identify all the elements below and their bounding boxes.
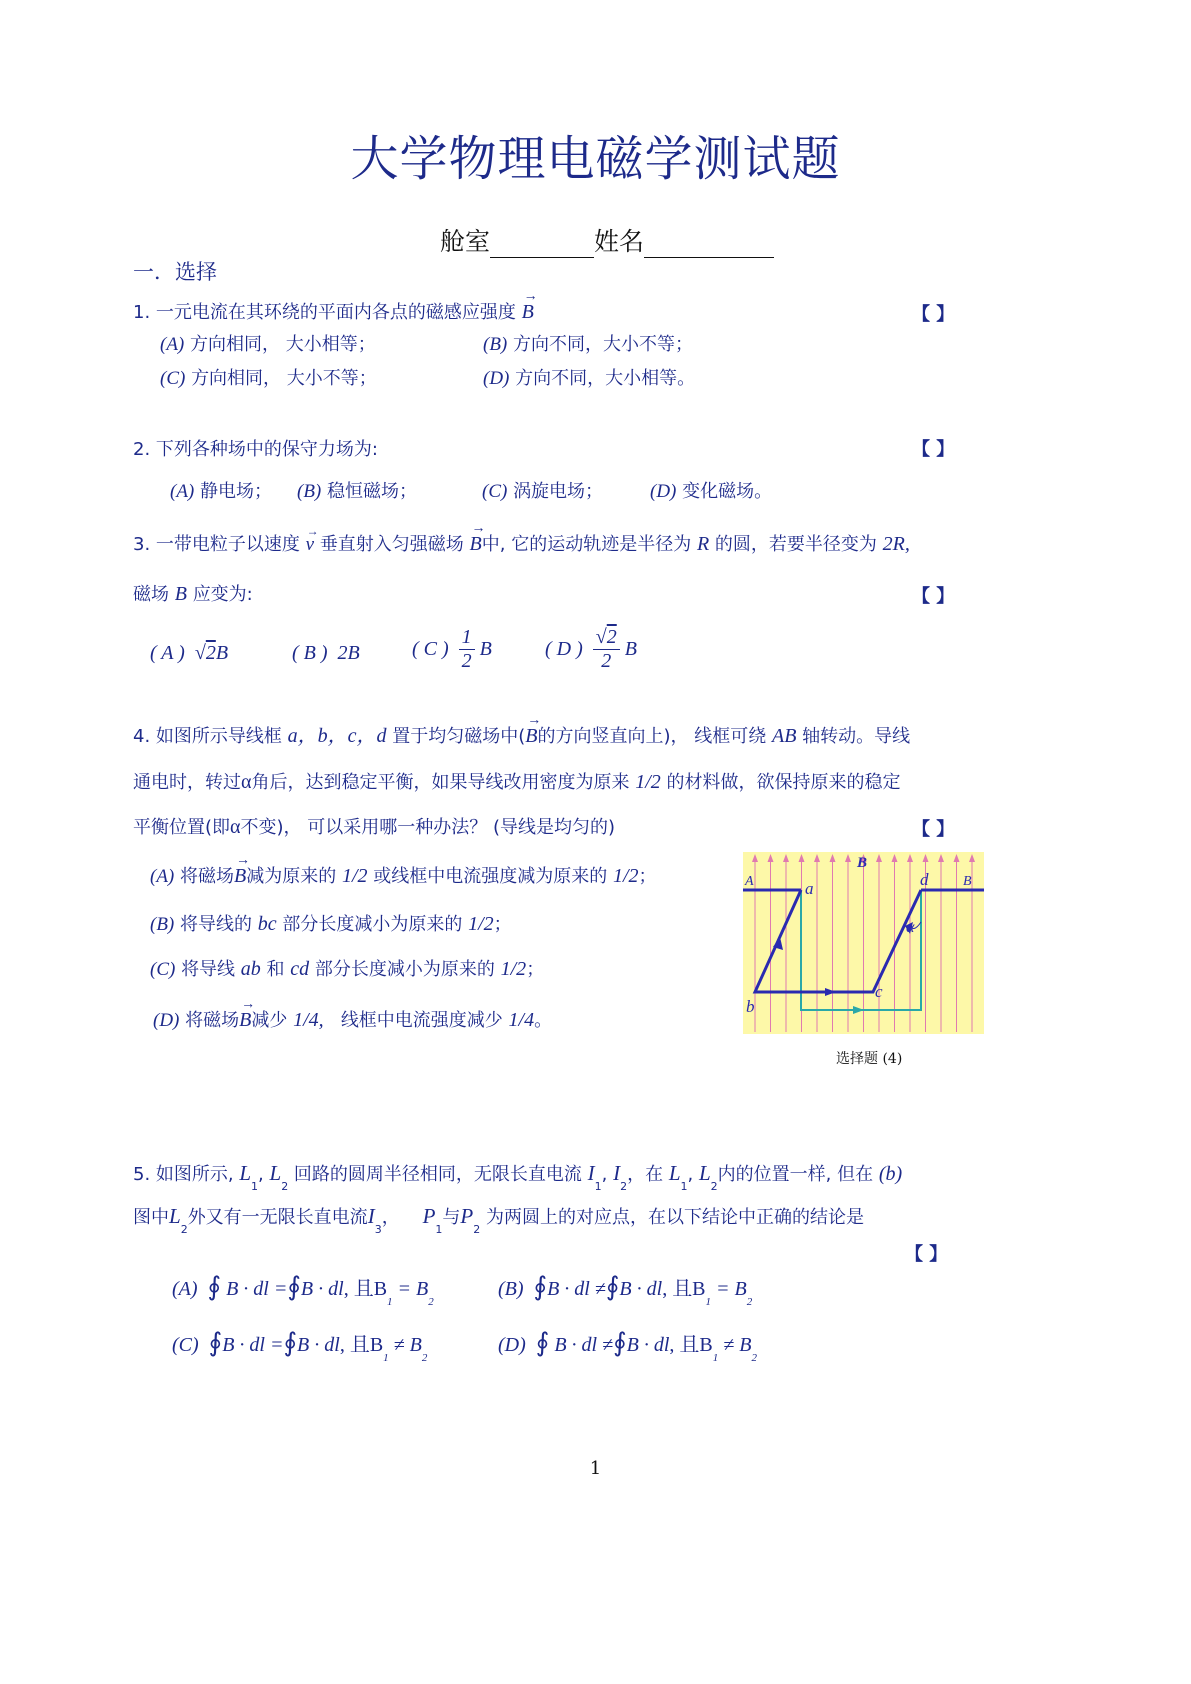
q1-option-b[interactable]: (B) 方向不同，大小不等； <box>483 334 693 355</box>
q3-stem-line2: 磁场 B 应变为: <box>133 583 253 605</box>
q2-answer-bracket[interactable]: 【 】 <box>912 439 955 460</box>
q1-option-d[interactable]: (D) 方向不同，大小相等。 <box>483 368 696 389</box>
q4-option-c[interactable]: (C) 将导线 ab 和 cd 部分长度减小为原来的 1/2； <box>150 958 545 980</box>
q2-option-c[interactable]: (C) 涡旋电场； <box>482 481 604 502</box>
q3-option-b[interactable]: ( B ) 2B <box>292 642 360 664</box>
q5-option-a[interactable]: (A) ∮ B · dl =∮B · dl, 且$B_1 = B_2$ <box>172 1272 434 1308</box>
q4-option-d[interactable]: (D) 将磁场 → B减少 1/4, 线框中电流强度减少 1/4。 <box>153 997 553 1031</box>
q4-answer-bracket[interactable]: 【 】 <box>912 819 955 840</box>
q4-figure <box>743 852 984 1034</box>
q3-answer-bracket[interactable]: 【 】 <box>912 586 955 607</box>
q1-option-c[interactable]: (C) 方向相同， 大小不等； <box>160 368 377 389</box>
q1-answer-bracket[interactable]: 【 】 <box>912 304 955 325</box>
label-b: b <box>746 997 755 1016</box>
label-A: A <box>745 874 754 889</box>
q4-stem-line1: 4. 如图所示导线框 a，b，c，d 置于均匀磁场中( → B的方向竖直向上)， 线框可绕 AB 轴转动。导线 <box>133 713 911 747</box>
cabin-blank[interactable] <box>490 233 594 258</box>
q4-option-b[interactable]: (B) 将导线的 bc 部分长度减小为原来的 1/2； <box>150 913 512 935</box>
q1-option-a[interactable]: (A) 方向相同， 大小相等； <box>160 334 376 355</box>
q3-option-a[interactable]: ( A ) √2B <box>150 642 229 664</box>
label-a: a <box>805 879 814 898</box>
section-heading: 一．选择 <box>133 260 217 284</box>
label-B-field: B <box>857 855 868 871</box>
q1-text: 1. 一元电流在其环绕的平面内各点的磁感应强度 <box>133 302 516 323</box>
q4-stem-line2: 通电时，转过α角后，达到稳定平衡，如果导线改用密度为原来 1/2 的材料做，欲保持原来的稳定 <box>133 771 901 793</box>
q5-option-c[interactable]: (C) ∮B · dl =∮B · dl, 且$B_1 \ne B_2$ <box>172 1328 428 1364</box>
q5-answer-bracket[interactable]: 【 】 <box>905 1244 948 1265</box>
q5-option-d[interactable]: (D) ∮ B · dl ≠∮B · dl, 且$B_1 \ne B_2$ <box>498 1328 757 1364</box>
q5-stem-line1: 5. 如图所示, $L_1$, $L_2$ 回路的圆周半径相同，无限长直电流 $I_1$, $I_2$，在 $L_1$, $L_2$内的位置一样, 但在 (b) <box>133 1161 903 1193</box>
q1-B-vector: → B <box>521 289 538 323</box>
q4-option-a[interactable]: (A) 将磁场 → B减为原来的 1/2 或线框中电流强度减为原来的 1/2； <box>150 853 657 887</box>
q3-option-d[interactable]: ( D ) $\frac{√2}{2}$ B <box>545 626 637 672</box>
q3-option-c[interactable]: ( C ) $\frac{1}{2}$ B <box>412 626 492 672</box>
q4-figure-caption: 选择题 (4) <box>836 1051 903 1067</box>
q5-stem-line2: 图中$L_2$外又有一无限长直电流$I_3$， $P_1$与$P_2$ 为两圆上的对应点，在以下结论中正确的结论是 <box>133 1204 864 1236</box>
name-label: 姓名 <box>594 227 645 256</box>
header-fields <box>440 222 774 258</box>
label-alpha: α <box>906 919 915 936</box>
label-d: d <box>920 870 929 889</box>
q2-stem: 2. 下列各种场中的保守力场为: <box>133 439 378 460</box>
page-number: 1 <box>589 1458 602 1479</box>
q4-stem-line3: 平衡位置(即α不变)， 可以采用哪一种办法？ (导线是均匀的) <box>133 816 616 838</box>
q1-stem <box>133 289 538 324</box>
q5-option-b[interactable]: (B) ∮B · dl ≠∮B · dl, 且$B_1 = B_2$ <box>498 1272 753 1308</box>
q3-stem-line1: 3. 一带电粒子以速度 → v 垂直射入匀强磁场 → B中, 它的运动轨迹是半径为 R 的圆，若要半径变为 2R, <box>133 521 910 555</box>
q2-option-d[interactable]: (D) 变化磁场。 <box>650 481 773 502</box>
q2-option-a[interactable]: (A) 静电场； <box>170 481 272 502</box>
cabin-label: 舱室 <box>440 227 491 256</box>
page-title: 大学物理电磁学测试题 <box>350 131 841 187</box>
q2-option-b[interactable]: (B) 稳恒磁场； <box>297 481 417 502</box>
name-blank[interactable] <box>644 233 774 258</box>
label-B-point: B <box>963 874 972 889</box>
label-c: c <box>875 982 883 1001</box>
